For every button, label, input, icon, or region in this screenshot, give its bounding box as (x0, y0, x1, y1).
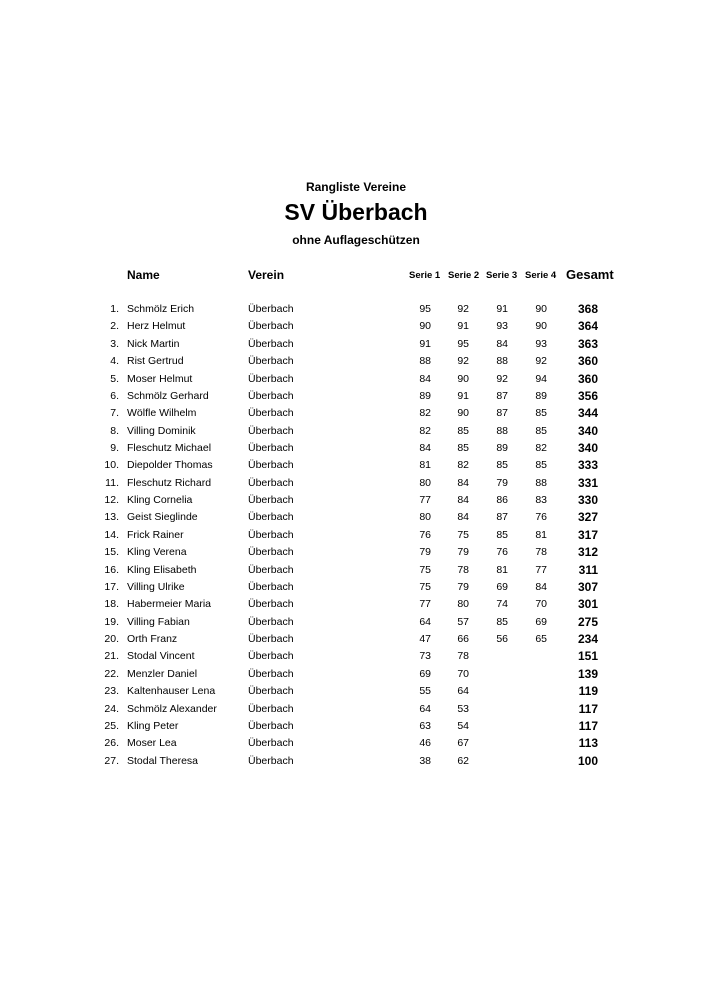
name-cell: Kling Cornelia (127, 494, 193, 507)
total-cell: 301 (577, 597, 598, 612)
series-1-cell: 63 (419, 719, 431, 732)
rank-cell: 4. (110, 355, 119, 368)
club-cell: Überbach (248, 580, 294, 593)
name-cell: Geist Sieglinde (127, 511, 198, 524)
club-cell: Überbach (248, 372, 294, 385)
name-cell: Schmölz Alexander (127, 702, 217, 715)
rank-cell: 26. (104, 737, 119, 750)
series-3-cell: 89 (496, 442, 508, 454)
rank-cell: 27. (104, 754, 119, 767)
series-1-cell: 77 (419, 598, 431, 611)
series-2-cell: 84 (457, 511, 469, 524)
series-3-cell: 74 (496, 598, 508, 611)
series-1-cell: 64 (419, 702, 431, 715)
series-2-cell: 95 (457, 337, 469, 350)
series-1-cell: 95 (419, 303, 431, 315)
name-cell: Kling Peter (127, 719, 179, 732)
name-cell: Fleschutz Richard (127, 476, 212, 489)
series-1-cell: 82 (419, 424, 431, 437)
series-4-cell: 85 (535, 424, 547, 437)
total-cell: 356 (577, 388, 598, 403)
club-cell: Überbach (248, 563, 294, 576)
rank-cell: 6. (110, 389, 119, 402)
series-2-cell: 53 (457, 702, 469, 715)
club-cell: Überbach (248, 685, 294, 698)
club-cell: Überbach (248, 615, 294, 628)
name-cell: Villing Dominik (127, 424, 196, 437)
series-3-cell: 87 (496, 389, 508, 402)
series-1-cell: 64 (419, 615, 431, 628)
series-2-cell: 78 (457, 563, 469, 576)
series-3-cell: 84 (496, 337, 508, 350)
club-cell: Überbach (248, 442, 294, 454)
column-header-series-3: Serie 3 (486, 270, 518, 281)
club-cell: Überbach (248, 546, 294, 559)
table-row (0, 650, 712, 667)
total-cell: 311 (578, 562, 598, 577)
rank-cell: 22. (104, 667, 119, 680)
name-cell: Schmölz Gerhard (127, 389, 209, 402)
club-cell: Überbach (248, 424, 294, 437)
rank-cell: 18. (104, 598, 119, 611)
table-row (0, 407, 712, 424)
rank-cell: 19. (104, 615, 119, 628)
series-2-cell: 79 (457, 580, 469, 593)
series-2-cell: 92 (457, 355, 469, 368)
series-3-cell: 79 (496, 476, 508, 489)
table-row (0, 633, 712, 650)
series-1-cell: 73 (419, 650, 431, 663)
total-cell: 360 (577, 354, 598, 369)
series-1-cell: 91 (419, 337, 431, 350)
rank-cell: 1. (110, 303, 119, 315)
series-4-cell: 90 (535, 320, 547, 333)
series-1-cell: 46 (419, 737, 431, 750)
series-4-cell: 93 (535, 337, 547, 350)
club-cell: Überbach (248, 476, 294, 489)
rank-cell: 7. (110, 407, 119, 420)
table-row (0, 616, 712, 633)
series-4-cell: 94 (535, 372, 547, 385)
series-4-cell: 90 (535, 303, 547, 315)
name-cell: Kling Verena (127, 546, 187, 559)
table-row (0, 320, 712, 337)
series-4-cell: 78 (535, 546, 547, 559)
rank-cell: 24. (104, 702, 119, 715)
name-cell: Moser Helmut (127, 372, 193, 385)
club-cell: Überbach (248, 303, 294, 315)
series-3-cell: 87 (496, 511, 508, 524)
table-row (0, 425, 712, 442)
rank-cell: 2. (110, 320, 119, 333)
series-1-cell: 76 (419, 528, 431, 541)
series-1-cell: 84 (419, 372, 431, 385)
name-cell: Kling Elisabeth (127, 563, 197, 576)
category-subtitle: ohne Auflageschützen (292, 233, 420, 247)
table-row (0, 303, 712, 320)
series-1-cell: 69 (419, 667, 431, 680)
series-3-cell: 76 (496, 546, 508, 559)
series-1-cell: 88 (419, 355, 431, 368)
total-cell: 368 (577, 302, 598, 316)
series-4-cell: 65 (535, 633, 547, 645)
rank-cell: 21. (104, 650, 119, 663)
column-header-name: Name (127, 268, 160, 282)
table-row (0, 338, 712, 355)
rank-cell: 25. (104, 719, 119, 732)
table-row (0, 703, 712, 720)
club-cell: Überbach (248, 407, 294, 420)
column-header-series-2: Serie 2 (448, 270, 480, 281)
table-row (0, 494, 712, 511)
name-cell: Villing Ulrike (127, 580, 185, 593)
rank-cell: 8. (110, 424, 119, 437)
total-cell: 317 (577, 527, 598, 542)
rank-cell: 16. (104, 563, 119, 576)
series-1-cell: 90 (419, 320, 431, 333)
total-cell: 330 (577, 493, 598, 508)
total-cell: 327 (577, 510, 598, 525)
series-3-cell: 88 (496, 355, 508, 368)
table-row (0, 737, 712, 754)
table-row (0, 564, 712, 581)
name-cell: Moser Lea (127, 737, 177, 750)
total-cell: 139 (577, 666, 598, 681)
series-2-cell: 78 (457, 650, 469, 663)
total-cell: 340 (577, 441, 598, 455)
series-2-cell: 91 (457, 389, 469, 402)
column-header-club: Verein (248, 268, 285, 282)
name-cell: Kaltenhauser Lena (127, 685, 216, 698)
series-3-cell: 87 (496, 407, 508, 420)
series-2-cell: 90 (457, 407, 469, 420)
series-3-cell: 93 (496, 320, 508, 333)
club-cell: Überbach (248, 650, 294, 663)
total-cell: 331 (577, 475, 598, 490)
series-2-cell: 57 (457, 615, 469, 628)
series-4-cell: 89 (535, 389, 547, 402)
name-cell: Orth Franz (127, 633, 178, 645)
name-cell: Fleschutz Michael (127, 442, 212, 454)
series-2-cell: 82 (457, 459, 469, 472)
total-cell: 151 (577, 649, 598, 664)
name-cell: Schmölz Erich (127, 303, 195, 315)
total-cell: 234 (577, 632, 598, 646)
rank-cell: 17. (104, 580, 119, 593)
club-cell: Überbach (248, 337, 294, 350)
total-cell: 275 (577, 614, 598, 629)
series-4-cell: 83 (535, 494, 547, 507)
table-row (0, 598, 712, 615)
column-header-series-1: Serie 1 (409, 270, 441, 281)
total-cell: 360 (577, 371, 598, 386)
series-3-cell: 92 (496, 372, 508, 385)
column-header-series-4: Serie 4 (525, 270, 557, 281)
club-cell: Überbach (248, 528, 294, 541)
series-3-cell: 69 (496, 580, 508, 593)
table-row (0, 668, 712, 685)
table-row (0, 459, 712, 476)
series-3-cell: 85 (496, 459, 508, 472)
club-cell: Überbach (248, 598, 294, 611)
table-row (0, 373, 712, 390)
table-row (0, 581, 712, 598)
series-2-cell: 67 (457, 737, 469, 750)
club-cell: Überbach (248, 320, 294, 333)
series-3-cell: 81 (496, 563, 508, 576)
series-1-cell: 47 (419, 633, 431, 645)
series-4-cell: 88 (535, 476, 547, 489)
series-4-cell: 77 (535, 563, 547, 576)
series-4-cell: 85 (535, 459, 547, 472)
club-cell: Überbach (248, 459, 294, 472)
table-row (0, 355, 712, 372)
rank-cell: 15. (104, 546, 119, 559)
series-2-cell: 54 (457, 719, 469, 732)
rank-cell: 13. (104, 511, 119, 524)
series-2-cell: 90 (457, 372, 469, 385)
series-1-cell: 55 (419, 685, 431, 698)
table-row (0, 546, 712, 563)
club-cell: Überbach (248, 389, 294, 402)
series-3-cell: 91 (496, 303, 508, 315)
club-cell: Überbach (248, 737, 294, 750)
table-row (0, 390, 712, 407)
series-4-cell: 82 (535, 442, 547, 454)
ranking-subtitle: Rangliste Vereine (305, 180, 407, 194)
club-cell: Überbach (248, 355, 294, 368)
series-4-cell: 85 (535, 407, 547, 420)
table-row (0, 755, 712, 772)
total-cell: 364 (577, 319, 598, 334)
series-2-cell: 70 (457, 667, 469, 680)
club-cell: Überbach (248, 511, 294, 524)
series-3-cell: 85 (496, 528, 508, 541)
total-cell: 333 (577, 458, 598, 473)
table-row (0, 442, 712, 459)
total-cell: 307 (577, 579, 598, 594)
series-2-cell: 85 (457, 442, 469, 454)
series-4-cell: 92 (535, 355, 547, 368)
series-2-cell: 85 (457, 424, 469, 437)
series-4-cell: 69 (535, 615, 547, 628)
series-4-cell: 70 (535, 598, 547, 611)
series-2-cell: 64 (457, 685, 469, 698)
total-cell: 312 (577, 545, 598, 560)
table-row (0, 685, 712, 702)
series-1-cell: 80 (419, 511, 431, 524)
series-2-cell: 66 (457, 633, 469, 645)
series-2-cell: 92 (457, 303, 469, 315)
series-1-cell: 80 (419, 476, 431, 489)
series-1-cell: 81 (419, 459, 431, 472)
club-cell: Überbach (248, 702, 294, 715)
table-row (0, 529, 712, 546)
series-4-cell: 84 (535, 580, 547, 593)
total-cell: 340 (577, 423, 598, 438)
name-cell: Villing Fabian (127, 615, 190, 628)
name-cell: Diepolder Thomas (127, 459, 213, 472)
series-2-cell: 80 (457, 598, 469, 611)
name-cell: Stodal Vincent (127, 650, 195, 663)
series-1-cell: 89 (419, 389, 431, 402)
series-4-cell: 76 (535, 511, 547, 524)
club-cell: Überbach (248, 667, 294, 680)
name-cell: Wölfle Wilhelm (127, 407, 197, 420)
series-3-cell: 56 (496, 633, 508, 645)
series-1-cell: 84 (419, 442, 431, 454)
rank-cell: 5. (110, 372, 119, 385)
rank-cell: 3. (110, 337, 119, 350)
table-row (0, 511, 712, 528)
rank-cell: 14. (104, 528, 119, 541)
series-1-cell: 75 (419, 563, 431, 576)
total-cell: 363 (577, 336, 598, 351)
total-cell: 344 (577, 406, 598, 421)
series-2-cell: 75 (457, 528, 469, 541)
rank-cell: 23. (104, 685, 119, 698)
series-1-cell: 75 (419, 580, 431, 593)
name-cell: Nick Martin (127, 337, 180, 350)
name-cell: Habermeier Maria (127, 598, 212, 611)
series-3-cell: 88 (496, 424, 508, 437)
total-cell: 100 (577, 753, 598, 768)
series-2-cell: 91 (457, 320, 469, 333)
series-1-cell: 77 (419, 494, 431, 507)
club-cell: Überbach (248, 754, 294, 767)
column-header-total: Gesamt (566, 267, 614, 282)
name-cell: Rist Gertrud (127, 355, 184, 368)
total-cell: 117 (578, 718, 598, 733)
table-row (0, 720, 712, 737)
name-cell: Menzler Daniel (127, 667, 198, 680)
name-cell: Herz Helmut (127, 320, 186, 333)
total-cell: 117 (578, 701, 598, 716)
club-cell: Überbach (248, 633, 294, 645)
series-1-cell: 82 (419, 407, 431, 420)
rank-cell: 12. (104, 494, 119, 507)
rank-cell: 10. (104, 459, 119, 472)
series-2-cell: 62 (457, 754, 469, 767)
name-cell: Stodal Theresa (127, 754, 199, 767)
series-2-cell: 84 (457, 494, 469, 507)
series-2-cell: 79 (457, 546, 469, 559)
series-4-cell: 81 (535, 528, 547, 541)
club-cell: Überbach (248, 494, 294, 507)
table-row (0, 477, 712, 494)
series-1-cell: 38 (419, 754, 431, 767)
club-title: SV Überbach (284, 199, 428, 225)
series-3-cell: 86 (496, 494, 508, 507)
rank-cell: 9. (110, 442, 119, 454)
series-2-cell: 84 (457, 476, 469, 489)
series-1-cell: 79 (419, 546, 431, 559)
total-cell: 113 (578, 736, 598, 751)
club-cell: Überbach (248, 719, 294, 732)
rank-cell: 20. (104, 633, 119, 645)
total-cell: 119 (578, 684, 598, 699)
rank-cell: 11. (105, 476, 119, 489)
name-cell: Frick Rainer (127, 528, 184, 541)
series-3-cell: 85 (496, 615, 508, 628)
